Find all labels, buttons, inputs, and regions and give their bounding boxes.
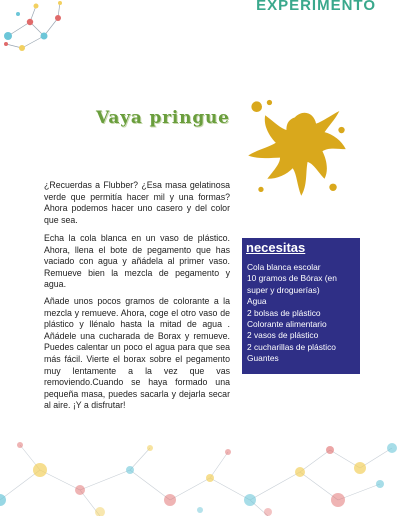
materials-item: Cola blanca escolar bbox=[247, 262, 321, 272]
materials-item: Colorante alimentario bbox=[247, 319, 327, 330]
materials-item: 2 vasos de plástico bbox=[247, 330, 319, 341]
step-paragraph-1: Echa la cola blanca en un vaso de plástico. Ahora, llena el bote de pegamento que has vaciado con agua y añádela al primer vaso. Remueve bien la mezcla de pegamento y agua. bbox=[44, 233, 230, 290]
materials-item: Agua bbox=[247, 296, 267, 307]
step-paragraph-2: Añade unos pocos gramos de colorante a la mezcla y remueve. Ahora, coge el otro vaso de plástico y llénalo hasta la mitad de agua . Añádele una cucharada de Borax y remueve. Puedes calentar un poco el agua para que sea más fácil. Vierte el borax sobre el pegamento muy lentamente a la vez que vas removiendo.Cuando se haya formado una pequeña masa, puedes sacarla y dejarla secar al aire. ¡Y a disfrutar! bbox=[44, 296, 230, 411]
materials-heading: necesitas bbox=[246, 240, 306, 255]
page-title: Vaya pringue bbox=[96, 108, 230, 128]
materials-item: Guantes bbox=[247, 353, 279, 364]
paint-splat-icon bbox=[244, 94, 350, 200]
materials-item: 2 cucharillas de plástico bbox=[247, 341, 336, 352]
materials-item: 2 bolsas de plástico bbox=[247, 307, 321, 318]
intro-paragraph: ¿Recuerdas a Flubber? ¿Esa masa gelatinosa verde que permitía hacer mil y una formas?Ahora podemos hacer uno casero y del color que sea. bbox=[44, 180, 230, 225]
materials-item: 10 gramos de Bórax (en super y droguerías) bbox=[247, 273, 337, 295]
materials-list bbox=[247, 262, 360, 365]
section-header-label: EXPERIMENTO bbox=[256, 0, 376, 14]
materials-box bbox=[242, 238, 360, 374]
